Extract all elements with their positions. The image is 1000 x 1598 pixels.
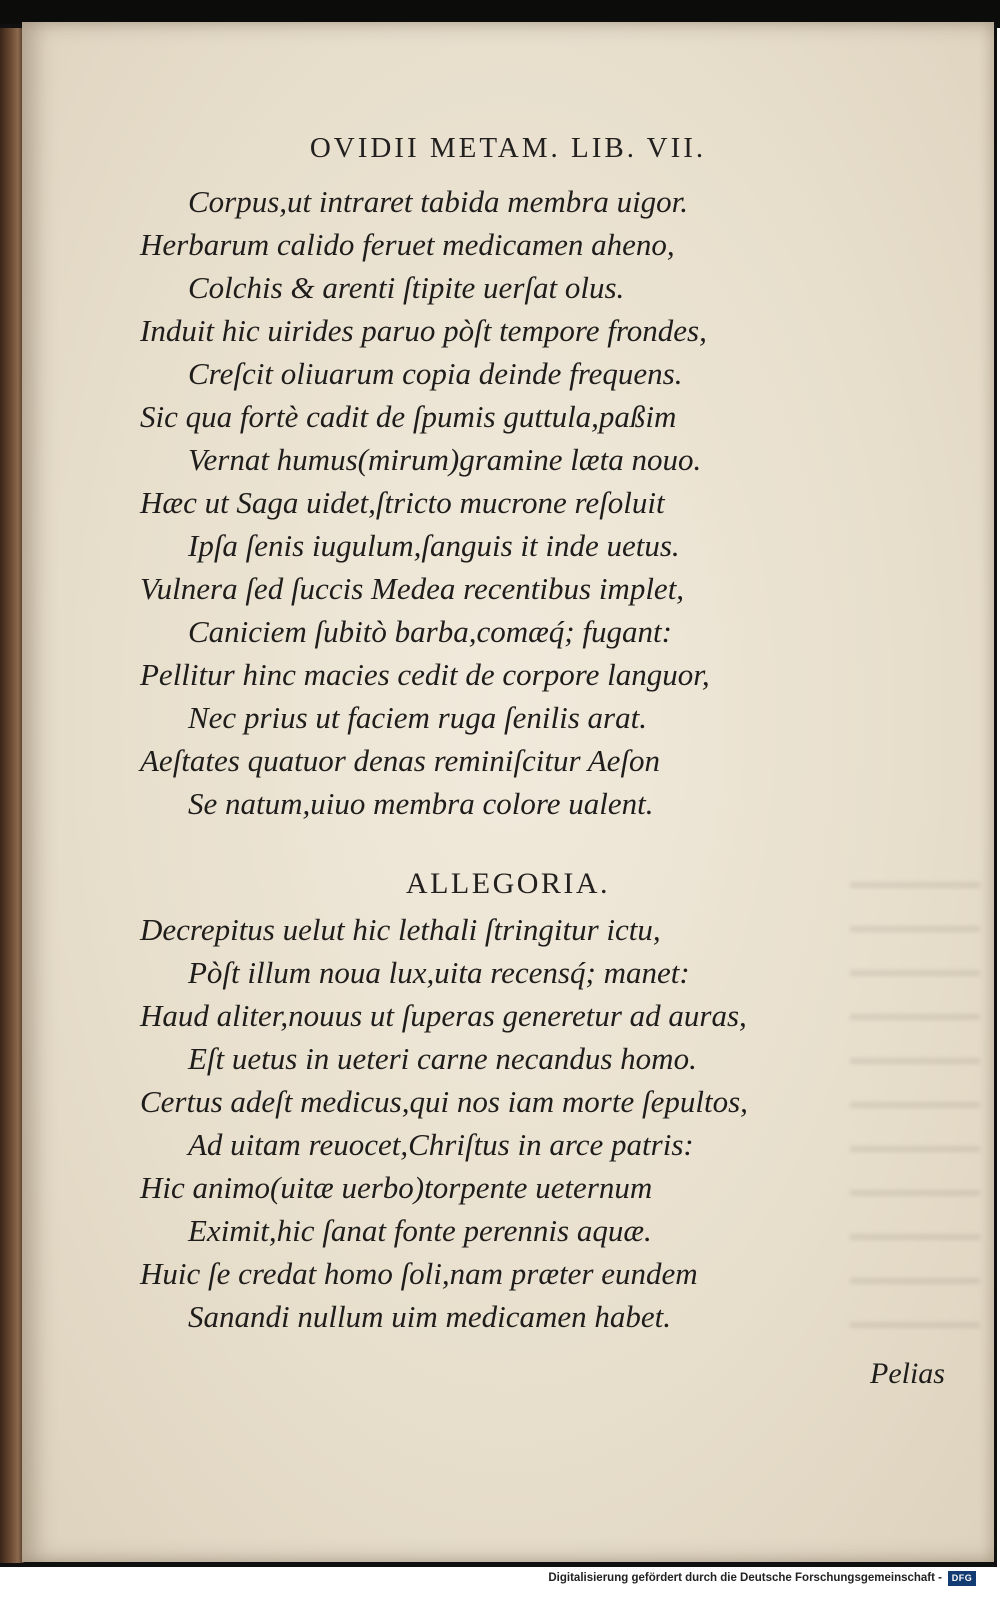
- verse-line: Eximit,hic ſanat fonte perennis aquæ.: [188, 1213, 652, 1248]
- verse-line: Hic animo(uitæ uerbo)torpente ueternum: [140, 1170, 653, 1205]
- verse-line: Decrepitus uelut hic lethali ſtringitur ictu,: [140, 912, 661, 947]
- verse-line: Caniciem ſubitò barba,comæq́; fugant:: [188, 614, 672, 649]
- verse-line: Pellitur hinc macies cedit de corpore languor,: [140, 657, 710, 692]
- verse-line: Eſt uetus in ueteri carne necandus homo.: [188, 1041, 697, 1076]
- verse-line: Se natum,uiuo membra colore ualent.: [188, 786, 654, 821]
- verse-line: Creſcit oliuarum copia deinde frequens.: [188, 356, 683, 391]
- book-binding-edge: [0, 28, 24, 1563]
- verse-line: Vernat humus(mirum)gramine læta nouo.: [188, 442, 702, 477]
- verse-line: Aeſtates quatuor denas reminiſcitur Aeſon: [140, 743, 661, 778]
- verse-line: Certus adeſt medicus,qui nos iam morte ſepultos,: [140, 1084, 748, 1119]
- running-head: OVIDII METAM. LIB. VII.: [309, 132, 707, 164]
- book-page: [22, 22, 994, 1562]
- verse-line: Herbarum calido feruet medicamen aheno,: [140, 227, 675, 262]
- verse-line: Induit hic uirides paruo pòſt tempore frondes,: [140, 313, 707, 348]
- verse-line: Vulnera ſed ſuccis Medea recentibus implet,: [140, 571, 685, 606]
- verse-line: Nec prius ut faciem ruga ſenilis arat.: [188, 700, 647, 735]
- verse-line: Pòſt illum noua lux,uita recensq́; manet:: [188, 955, 690, 990]
- verse-line: Haud aliter,nouus ut ſuperas generetur ad auras,: [140, 998, 747, 1033]
- verse-line: Sic qua fortè cadit de ſpumis guttula,paßim: [140, 399, 677, 434]
- verse-line: Hæc ut Saga uidet,ſtricto mucrone reſoluit: [140, 485, 665, 520]
- verse-line: Sanandi nullum uim medicamen habet.: [188, 1299, 672, 1334]
- catchword: Pelias: [870, 1357, 945, 1390]
- verse-line: Ad uitam reuocet,Chriſtus in arce patris:: [188, 1127, 694, 1162]
- section-heading-allegoria: ALLEGORIA.: [405, 867, 611, 900]
- verse-line: Corpus,ut intraret tabida membra uigor.: [188, 184, 689, 219]
- verse-line: Huic ſe credat homo ſoli,nam præter eundem: [140, 1256, 698, 1291]
- dfg-logo-icon: DFG: [948, 1571, 976, 1586]
- funding-credit: Digitalisierung gefördert durch die Deutsche Forschungsgemeinschaft -: [548, 1572, 942, 1584]
- verse-line: Ipſa ſenis iugulum,ſanguis it inde uetus.: [188, 528, 680, 563]
- show-through-bleed: [850, 882, 980, 1352]
- verse-line: Colchis & arenti ſtipite uerſat olus.: [188, 270, 625, 305]
